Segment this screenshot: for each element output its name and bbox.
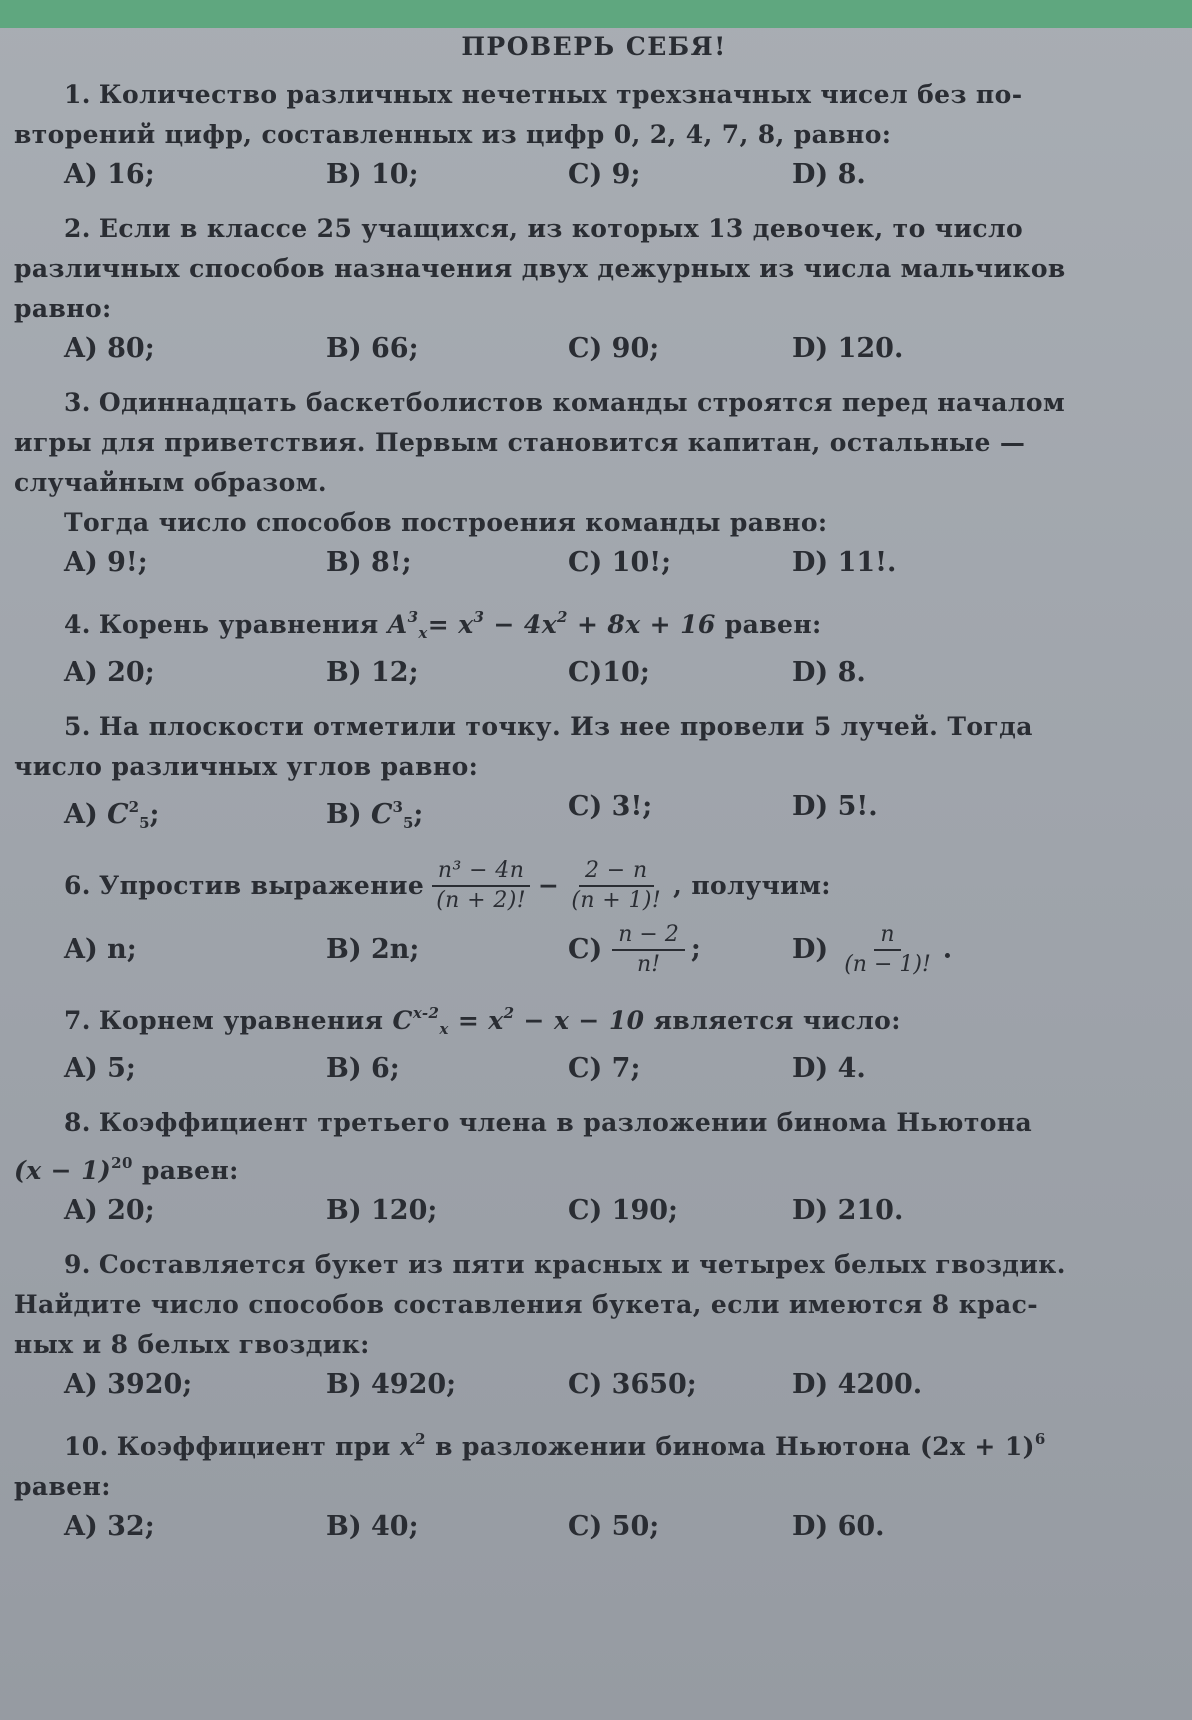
answer-options — [14, 329, 1174, 369]
question-7 — [14, 993, 1174, 1089]
fraction-2: $\frac{2 - n}{(n + 1)!}$ — [571, 858, 662, 913]
answer-a[interactable]: A) 80; — [64, 333, 155, 364]
question-6 — [14, 857, 1174, 979]
answer-a[interactable]: A) n; — [64, 934, 137, 965]
question-number: 6. — [64, 871, 91, 900]
answer-c[interactable]: C)10; — [568, 657, 650, 688]
question-number: 1. — [64, 80, 91, 109]
answer-c[interactable]: C) 190; — [568, 1195, 678, 1226]
answer-a[interactable]: A) 20; — [64, 657, 155, 688]
answer-options — [14, 653, 1174, 693]
question-text: 3. Одиннадцать баскетболистов команды строятся перед началом игры для приветствия. Первым становится капитан, остальные — случайным образом. — [14, 388, 1066, 497]
question-text: 4. Корень уравнения $A^3_x= x^3 - 4x^2 + 8x + 16$ равен: — [64, 608, 822, 642]
answer-c[interactable]: C) 7; — [568, 1053, 641, 1084]
answer-d[interactable]: D) 8. — [792, 657, 866, 688]
answer-options — [14, 155, 1174, 195]
equation: $C^{x-2}_x = x^2 - x - 10$ — [392, 1004, 645, 1038]
question-number: 7. — [64, 1006, 91, 1035]
answer-c[interactable]: C) 90; — [568, 333, 660, 364]
question-number: 9. — [64, 1250, 91, 1279]
answer-b[interactable]: B) 66; — [326, 333, 419, 364]
fraction-1: $\frac{\text{n³ − 4n}}{(n + 2)!}$ — [430, 857, 532, 915]
question-text: 8. Коэффициент третьего члена в разложении бинома Ньютона $(x - 1)^{20}$ равен: — [14, 1108, 1033, 1185]
answer-b[interactable]: B) 4920; — [326, 1369, 457, 1400]
question-number: 2. — [64, 214, 91, 243]
answer-c[interactable]: C) 10!; — [568, 547, 672, 578]
answer-d[interactable]: D) 120. — [792, 333, 904, 364]
answer-b[interactable]: B) $C^3_5$; — [326, 798, 424, 832]
answer-a[interactable]: A) 5; — [64, 1053, 136, 1084]
answer-d[interactable]: D) 210. — [792, 1195, 904, 1226]
question-number: 8. — [64, 1108, 91, 1137]
question-text: 6. Упростив выражение $\frac{\text{n³ − 4n}}{(n + 2)!}$ − $\frac{2 - n}{(n + 1)!}$ , получим: — [64, 858, 831, 913]
question-number: 3. — [64, 388, 91, 417]
answer-b[interactable]: B) 120; — [326, 1195, 438, 1226]
equation: $A^3_x= x^3 - 4x^2 + 8x + 16$ — [387, 608, 716, 642]
question-number: 5. — [64, 712, 91, 741]
question-2 — [14, 209, 1174, 369]
answer-b[interactable]: B) 2n; — [326, 934, 420, 965]
answer-options — [14, 787, 1174, 843]
answer-d[interactable]: D) 5!. — [792, 791, 878, 822]
answer-d[interactable]: D) 60. — [792, 1511, 885, 1542]
answer-options — [14, 921, 1174, 979]
answer-options — [14, 1191, 1174, 1231]
question-text: 9. Составляется букет из пяти красных и четырех белых гвоздик. Найдите число способов составления букета, если имеются 8 крас- ных и 8 белых гвоздик: — [14, 1250, 1066, 1359]
question-5 — [14, 707, 1174, 843]
question-9 — [14, 1245, 1174, 1405]
answer-b[interactable]: B) 12; — [326, 657, 419, 688]
answer-a[interactable]: A) 9!; — [64, 547, 148, 578]
question-8 — [14, 1103, 1174, 1231]
answer-options — [14, 1049, 1174, 1089]
answer-c[interactable]: C) 50; — [568, 1511, 660, 1542]
answer-b[interactable]: B) 6; — [326, 1053, 400, 1084]
question-text: 10. Коэффициент при $x^2$ в разложении бинома Ньютона $(2x + 1)^6$ равен: — [14, 1430, 1046, 1501]
answer-c[interactable]: C) 3650; — [568, 1369, 697, 1400]
question-1 — [14, 75, 1174, 195]
question-3 — [14, 383, 1174, 583]
page-title: ПРОВЕРЬ СЕБЯ! — [461, 32, 727, 61]
answer-c[interactable]: C) $\frac{n - 2}{n!}$ ; — [568, 922, 701, 977]
question-10 — [14, 1419, 1174, 1547]
green-top-edge — [0, 0, 1192, 28]
answer-a[interactable]: A) $C^2_5$; — [64, 798, 160, 832]
question-4 — [14, 597, 1174, 693]
answer-d[interactable]: D) 4200. — [792, 1369, 923, 1400]
question-number: 10. — [64, 1432, 109, 1461]
answer-options — [14, 543, 1174, 583]
answer-d[interactable]: D) 4. — [792, 1053, 866, 1084]
question-number: 4. — [64, 610, 91, 639]
question-text: 2. Если в классе 25 учащихся, из которых 13 девочек, то число различных способов назначения двух дежурных из числа мальчиков равно: — [14, 214, 1066, 323]
question-prompt: Тогда число способов построения команды равно: — [64, 508, 828, 537]
answer-options — [14, 1507, 1174, 1547]
answer-b[interactable]: B) 40; — [326, 1511, 419, 1542]
answer-c[interactable]: C) 9; — [568, 159, 641, 190]
answer-a[interactable]: A) 16; — [64, 159, 155, 190]
answer-b[interactable]: B) 10; — [326, 159, 419, 190]
answer-c[interactable]: C) 3!; — [568, 791, 653, 822]
answer-d[interactable]: D) $\frac{n}{(n - 1)!}$ . — [792, 922, 953, 977]
question-text: 7. Корнем уравнения $C^{x-2}_x = x^2 - x - 10$ является число: — [64, 1004, 901, 1038]
answer-b[interactable]: B) 8!; — [326, 547, 412, 578]
answer-options — [14, 1365, 1174, 1405]
answer-a[interactable]: A) 3920; — [64, 1369, 193, 1400]
answer-a[interactable]: A) 32; — [64, 1511, 155, 1542]
worksheet — [14, 28, 1174, 1561]
question-text: 1. Количество различных нечетных трехзначных чисел без по- вторений цифр, составленных из цифр 0, 2, 4, 7, 8, равно: — [14, 80, 1023, 149]
answer-d[interactable]: D) 8. — [792, 159, 866, 190]
question-text: 5. На плоскости отметили точку. Из нее провели 5 лучей. Тогда число различных углов равно: — [14, 712, 1033, 781]
answer-a[interactable]: A) 20; — [64, 1195, 155, 1226]
answer-d[interactable]: D) 11!. — [792, 547, 897, 578]
